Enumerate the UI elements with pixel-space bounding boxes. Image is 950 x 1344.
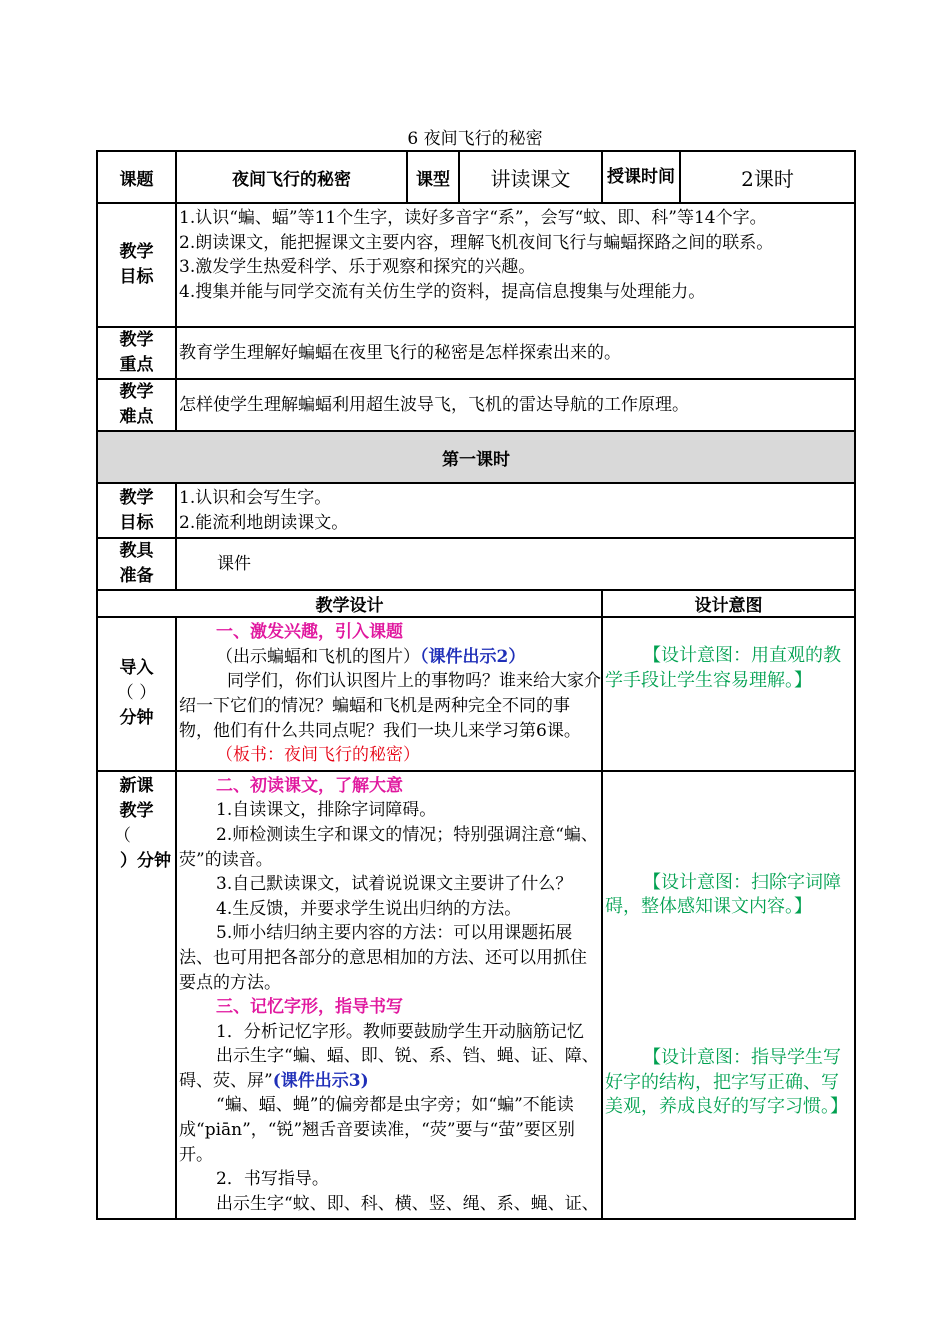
newlesson-heading2: 二、初读课文，了解大意 [216, 775, 403, 796]
topic-label: 课题 [97, 151, 176, 203]
type-value: 讲读课文 [459, 151, 602, 203]
keypoints-label: 教学重点 [97, 327, 176, 379]
intro-content [176, 617, 602, 771]
newlesson-heading3: 三、记忆字形，指导书写 [216, 997, 403, 1018]
newlesson-task2: 出示生字“蝙、蝠、即、锐、系、铛、蝇、证、障、碍、荧、屏” [179, 1046, 599, 1091]
newlesson-step3: 3.自己默读课文，试着说说课文主要讲了什么？ [216, 874, 573, 895]
newlesson-label: 新课 教学 （ ）分钟 [97, 771, 176, 1220]
newlesson-intent2: 【设计意图：扫除字词障碍，整体感知课文内容。】 [605, 871, 841, 918]
keypoints-text: 教育学生理解好蝙蝠在夜里飞行的秘密是怎样探索出来的。 [176, 327, 855, 379]
goal-item: 2.朗读课文，能把握课文主要内容，理解飞机夜间飞行与蝙蝠探路之间的联系。 [179, 232, 774, 253]
newlesson-intent [602, 771, 855, 1220]
type-label: 课型 [407, 151, 459, 203]
intro-line1: （出示蝙蝠和飞机的图片） [216, 646, 420, 667]
tools-text: 课件 [176, 538, 855, 590]
lesson-plan-table [96, 150, 856, 1220]
goal-item: 4.搜集并能与同学交流有关仿生学的资料，提高信息搜集与处理能力。 [179, 281, 706, 302]
newlesson-intent3: 【设计意图：指导学生写好字的结构，把字写正确、写美观，养成良好的写字习惯。】 [605, 1046, 848, 1118]
goals-list [176, 203, 855, 327]
intro-heading: 一、激发兴趣，引入课题 [216, 622, 403, 643]
design-header: 教学设计 [97, 590, 602, 617]
goal-item: 3.激发学生热爱科学、乐于观察和探究的兴趣。 [179, 257, 536, 278]
newlesson-step1: 1.自读课文，排除字词障碍。 [216, 800, 437, 821]
newlesson-step4: 4.生反馈，并要求学生说出归纳的方法。 [216, 898, 522, 919]
time-label: 授课时间 [602, 151, 680, 203]
lesson-goals-label: 教学目标 [97, 483, 176, 538]
lesson-goal-item: 2.能流利地朗读课文。 [179, 512, 349, 533]
page-title: 6 夜间飞行的秘密 [407, 129, 543, 149]
lesson-goals-list [176, 483, 855, 538]
lesson-goal-item: 1.认识和会写生字。 [179, 488, 332, 508]
intro-label: 导入 （ ） 分钟 [97, 617, 176, 771]
newlesson-task4: 2．书写指导。 [216, 1169, 329, 1190]
newlesson-task3: “蝙、蝠、蝇”的偏旁都是虫字旁；如“蝙”不能读成“piān”，“锐”翘舌音要读准，“荧”要与“萤”要区别开。 [179, 1095, 575, 1165]
newlesson-task5: 出示生字“蚊、即、科、横、竖、绳、系、蝇、证、 [216, 1193, 599, 1214]
difficulties-label: 教学难点 [97, 379, 176, 431]
newlesson-step5: 5.师小结归纳主要内容的方法：可以用课题拓展法、也可用把各部分的意思相加的方法、还可以用抓住要点的方法。 [179, 923, 587, 993]
intro-paragraph: 同学们，你们认识图片上的事物吗？谁来给大家介绍一下它们的情况？蝙蝠和飞机是两种完全不同的事物，他们有什么共同点呢？我们一块儿来学习第6课。 [179, 671, 601, 741]
intro-intent: 【设计意图：用直观的教学手段让学生容易理解。】 [602, 617, 855, 771]
newlesson-step2: 2.师检测读生字和课文的情况；特别强调注意“蝙、荧”的读音。 [179, 824, 598, 870]
goals-label: 教学目标 [97, 203, 176, 327]
time-value: 2课时 [680, 151, 855, 203]
intro-board: （板书：夜间飞行的秘密） [216, 745, 420, 766]
goal-item: 1.认识“蝙、蝠”等11个生字，读好多音字“系”，会写“蚊、即、科”等14个字。 [179, 208, 767, 228]
newlesson-task2-tag: (课件出示3) [272, 1070, 369, 1091]
newlesson-content [176, 771, 602, 1220]
intro-line1-tag: （课件出示2） [420, 646, 526, 667]
lesson-title: 第一课时 [97, 431, 855, 483]
newlesson-task1: 1．分析记忆字形。教师要鼓励学生开动脑筋记忆 [216, 1021, 584, 1042]
tools-label: 教具准备 [97, 538, 176, 590]
intent-header: 设计意图 [602, 590, 855, 617]
topic-value: 夜间飞行的秘密 [176, 151, 407, 203]
difficulties-text: 怎样使学生理解蝙蝠利用超生波导飞，飞机的雷达导航的工作原理。 [176, 379, 855, 431]
